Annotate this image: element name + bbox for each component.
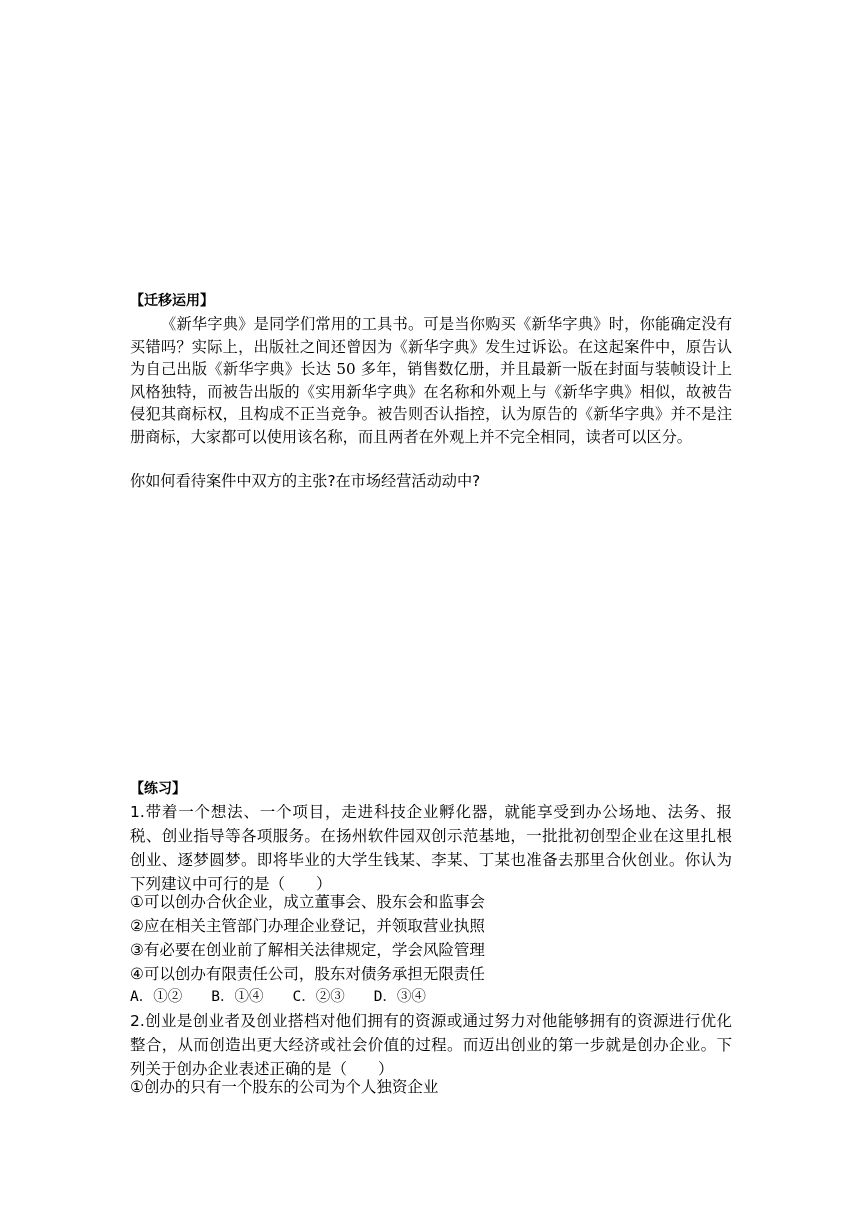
transfer-heading: 【迁移运用】 [130, 293, 214, 309]
question-1-stem: 1.带着一个想法、一个项目，走进科技企业孵化器，就能享受到办公场地、法务、报税、创业指导等各项服务。在扬州软件园双创示范基地，一批批初创型企业在这里扎根创业、逐梦圆梦。即将毕业的大学生钱某、李某、丁某也准备去那里合伙创业。你认为下列建议中可行的是（ ） [130, 803, 732, 893]
question-1-item-1: ①可以创办合伙企业，成立董事会、股东会和监事会 [130, 893, 485, 911]
question-2-stem: 2.创业是创业者及创业搭档对他们拥有的资源或通过努力对他能够拥有的资源进行优化整合，从而创造出更大经济或社会价值的过程。而迈出创业的第一步就是创办企业。下列关于创办企业表述正确的是（ ） [130, 1012, 732, 1078]
transfer-question: 你如何看待案件中双方的主张?在市场经营活动动中? [130, 472, 481, 490]
question-2-item-1: ①创办的只有一个股东的公司为个人独资企业 [130, 1078, 439, 1096]
question-1-item-4: ④可以创办有限责任公司，股东对债务承担无限责任 [130, 965, 485, 983]
question-1-item-2: ②应在相关主管部门办理企业登记，并领取营业执照 [130, 917, 485, 935]
question-1-options: A．①② B．①④ C．②③ D．③④ [130, 989, 426, 1005]
transfer-case-paragraph: 《新华字典》是同学们常用的工具书。可是当你购买《新华字典》时，你能确定没有买错吗？实际上，出版社之间还曾因为《新华字典》发生过诉讼。在这起案件中，原告认为自己出版《新华字典》长达 50 多年，销售数亿册，并且最新一版在封面与装帧设计上风格独特，而被告出版的《实用新华字典》在名称和外观上与《新华字典》相似，故被告侵犯其商标权，且构成不正当竞争。被告则否认指控，认为原告的《新华字典》并不是注册商标，大家都可以使用该名称，而且两者在外观上并不完全相同，读者可以区分。 [130, 315, 732, 446]
question-1-item-3: ③有必要在创业前了解相关法律规定，学会风险管理 [130, 941, 485, 959]
practice-heading: 【练习】 [130, 781, 186, 797]
